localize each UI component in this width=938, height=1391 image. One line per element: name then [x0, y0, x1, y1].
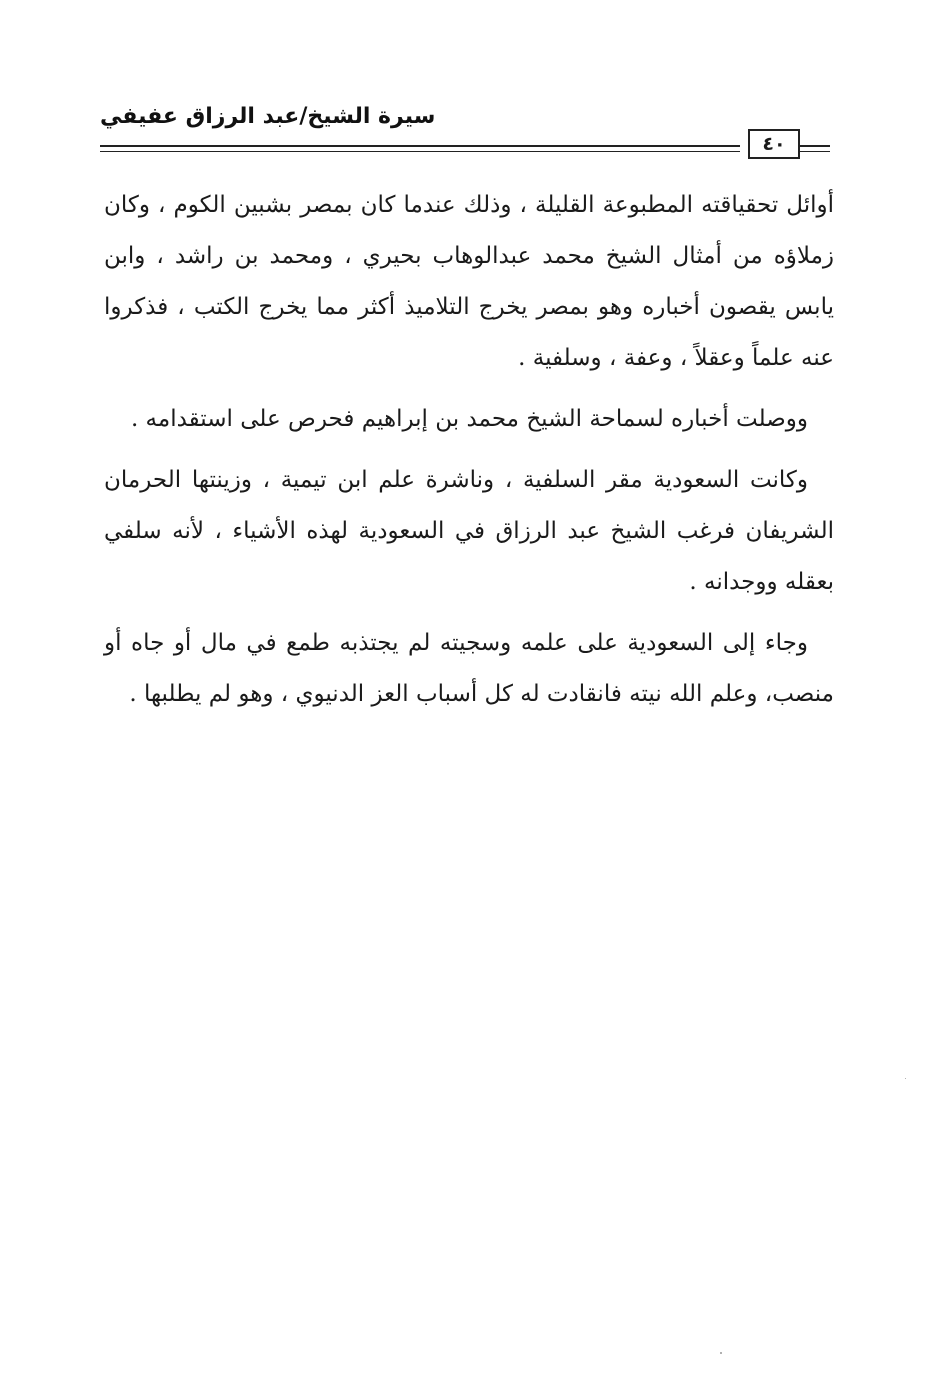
header-rule: [100, 145, 740, 152]
header-title: سيرة الشيخ/عبد الرزاق عفيفي: [100, 104, 436, 129]
scan-speck: [720, 1352, 722, 1354]
scan-speck: [905, 1078, 906, 1079]
page-body: [104, 180, 834, 720]
paragraph-4: وجاء إلى السعودية على علمه وسجيته لم يجتذبه طمع في مال أو جاه أو منصب، وعلم الله نيته فانقادت له كل أسباب العز الدنيوي ، وهو لم يطلبها .: [104, 630, 834, 707]
page-number: [748, 129, 800, 159]
page-number-text: ٤٠: [762, 133, 786, 155]
paragraph-1: أوائل تحقياقته المطبوعة القليلة ، وذلك عندما كان بمصر بشبين الكوم ، وكان زملاؤه من أمثال الشيخ محمد عبدالوهاب بحيري ، ومحمد بن راشد ، وابن يابس يقصون أخباره وهو بمصر يخرج التلاميذ أكثر مما يخرج الكتب ، فذكروا عنه علماً وعقلاً ، وعفة ، وسلفية .: [104, 192, 834, 371]
running-header: [100, 100, 838, 140]
header-rule-end: [800, 145, 830, 152]
paragraph-2: ووصلت أخباره لسماحة الشيخ محمد بن إبراهيم فحرص على استقدامه .: [130, 406, 808, 432]
paragraph-3: وكانت السعودية مقر السلفية ، وناشرة علم ابن تيمية ، وزينتها الحرمان الشريفان فرغب الشيخ عبد الرزاق في السعودية لهذه الأشياء ، لأنه سلفي بعقله ووجدانه .: [104, 467, 834, 595]
